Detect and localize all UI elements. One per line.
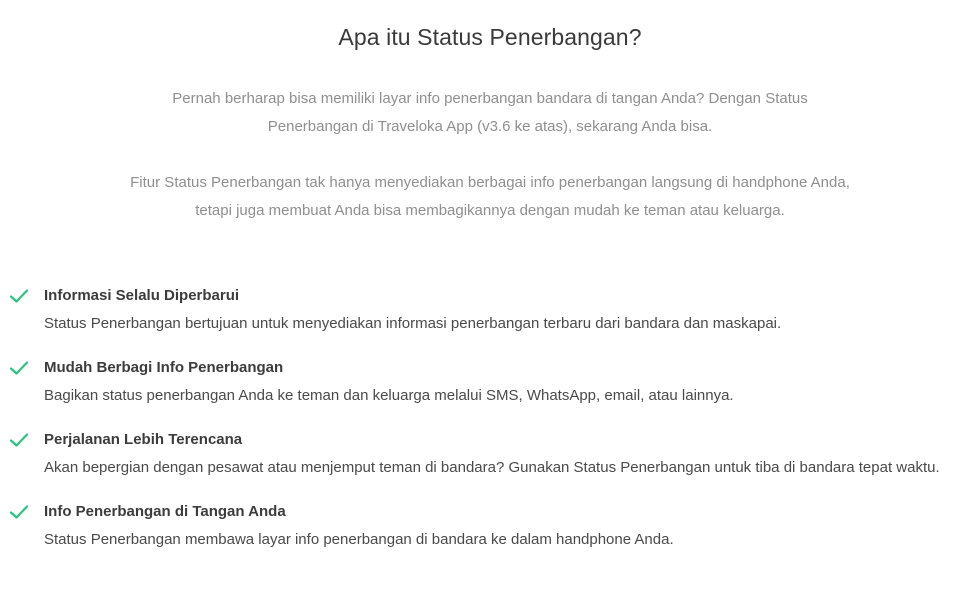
feature-item <box>0 426 980 482</box>
intro-paragraph-2: Fitur Status Penerbangan tak hanya menyediakan berbagai info penerbangan langsung di handphone Anda, tetapi juga membuat Anda bisa membagikannya dengan mudah ke teman atau keluarga. <box>130 174 850 219</box>
intro-paragraph-1: Pernah berharap bisa memiliki layar info penerbangan bandara di tangan Anda? Dengan Status Penerbangan di Traveloka App (v3.6 ke atas), sekarang Anda bisa. <box>172 90 808 135</box>
feature-description: Bagikan status penerbangan Anda ke teman dan keluarga melalui SMS, WhatsApp, email, atau lainnya. <box>44 387 734 404</box>
checkmark-icon <box>9 288 29 304</box>
feature-item <box>0 498 980 554</box>
feature-title: Informasi Selalu Diperbarui <box>44 287 240 304</box>
feature-title: Info Penerbangan di Tangan Anda <box>44 503 286 520</box>
checkmark-icon <box>9 432 29 448</box>
checkmark-icon <box>9 360 29 376</box>
feature-item <box>0 354 980 410</box>
feature-title: Mudah Berbagi Info Penerbangan <box>44 359 284 376</box>
feature-item <box>0 282 980 338</box>
feature-description: Status Penerbangan bertujuan untuk menyediakan informasi penerbangan terbaru dari bandara dan maskapai. <box>44 315 782 332</box>
feature-description: Status Penerbangan membawa layar info penerbangan di bandara ke dalam handphone Anda. <box>44 531 674 548</box>
checkmark-icon <box>9 504 29 520</box>
feature-description: Akan bepergian dengan pesawat atau menjemput teman di bandara? Gunakan Status Penerbangan untuk tiba di bandara tepat waktu. <box>44 459 940 476</box>
feature-title: Perjalanan Lebih Terencana <box>44 431 243 448</box>
page-title: Apa itu Status Penerbangan? <box>338 24 642 50</box>
feature-list <box>0 282 980 570</box>
